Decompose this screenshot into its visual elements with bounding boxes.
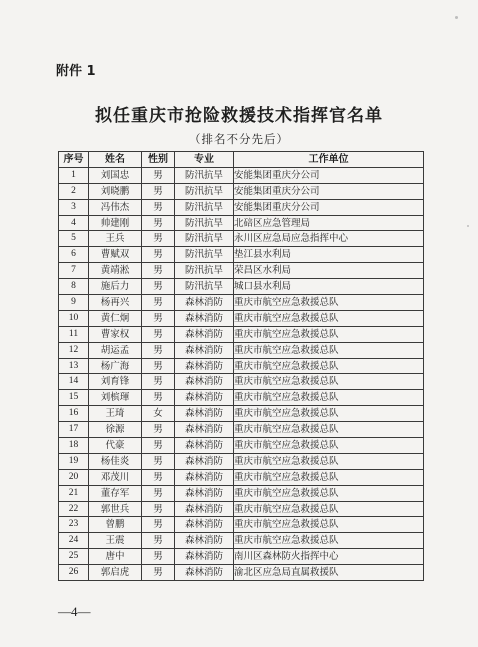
row-number: 3 xyxy=(59,199,89,215)
row-number: 11 xyxy=(59,326,89,342)
table-row xyxy=(59,438,424,454)
row-number: 14 xyxy=(59,374,89,390)
gender: 男 xyxy=(142,390,175,406)
work-unit: 重庆市航空应急救援总队 xyxy=(234,390,424,406)
table-row xyxy=(59,231,424,247)
person-name: 郭世兵 xyxy=(89,501,142,517)
row-number: 24 xyxy=(59,533,89,549)
table-row xyxy=(59,310,424,326)
table-row xyxy=(59,215,424,231)
person-name: 刘国忠 xyxy=(89,167,142,183)
specialty: 森林消防 xyxy=(175,469,234,485)
specialty: 森林消防 xyxy=(175,310,234,326)
row-number: 9 xyxy=(59,295,89,311)
person-name: 王震 xyxy=(89,533,142,549)
row-number: 4 xyxy=(59,215,89,231)
specialty: 森林消防 xyxy=(175,406,234,422)
specialty: 森林消防 xyxy=(175,390,234,406)
work-unit: 城口县水利局 xyxy=(234,279,424,295)
work-unit: 重庆市航空应急救援总队 xyxy=(234,453,424,469)
gender: 男 xyxy=(142,310,175,326)
specialty: 森林消防 xyxy=(175,295,234,311)
row-number: 25 xyxy=(59,549,89,565)
person-name: 曹家权 xyxy=(89,326,142,342)
row-number: 6 xyxy=(59,247,89,263)
gender: 男 xyxy=(142,183,175,199)
work-unit: 渝北区应急局直属救援队 xyxy=(234,565,424,581)
specialty: 森林消防 xyxy=(175,438,234,454)
gender: 男 xyxy=(142,326,175,342)
person-name: 胡运孟 xyxy=(89,342,142,358)
person-name: 杨广海 xyxy=(89,358,142,374)
page-subtitle: （排名不分先后） xyxy=(189,132,289,146)
specialty: 防汛抗旱 xyxy=(175,199,234,215)
scan-dot xyxy=(455,16,458,19)
person-name: 郭启虎 xyxy=(89,565,142,581)
row-number: 12 xyxy=(59,342,89,358)
person-name: 刘晓鹏 xyxy=(89,183,142,199)
specialty: 森林消防 xyxy=(175,485,234,501)
table-body xyxy=(59,167,424,580)
row-number: 23 xyxy=(59,517,89,533)
gender: 男 xyxy=(142,549,175,565)
person-name: 杨再兴 xyxy=(89,295,142,311)
person-name: 代豪 xyxy=(89,438,142,454)
table-row xyxy=(59,358,424,374)
specialty: 防汛抗旱 xyxy=(175,215,234,231)
person-name: 帅建刚 xyxy=(89,215,142,231)
work-unit: 重庆市航空应急救援总队 xyxy=(234,422,424,438)
attachment-label: 附件 1 xyxy=(56,64,96,79)
row-number: 10 xyxy=(59,310,89,326)
gender: 男 xyxy=(142,342,175,358)
table-row xyxy=(59,295,424,311)
specialty: 森林消防 xyxy=(175,374,234,390)
gender: 男 xyxy=(142,374,175,390)
specialty: 森林消防 xyxy=(175,533,234,549)
gender: 男 xyxy=(142,501,175,517)
gender: 男 xyxy=(142,438,175,454)
person-name: 董存军 xyxy=(89,485,142,501)
specialty: 防汛抗旱 xyxy=(175,183,234,199)
work-unit: 重庆市航空应急救援总队 xyxy=(234,406,424,422)
gender: 男 xyxy=(142,358,175,374)
work-unit: 重庆市航空应急救援总队 xyxy=(234,533,424,549)
specialty: 森林消防 xyxy=(175,422,234,438)
table-row xyxy=(59,263,424,279)
table-row xyxy=(59,183,424,199)
gender: 男 xyxy=(142,295,175,311)
person-name: 刘槟琿 xyxy=(89,390,142,406)
person-name: 曹赋双 xyxy=(89,247,142,263)
row-number: 17 xyxy=(59,422,89,438)
work-unit: 垫江县水利局 xyxy=(234,247,424,263)
row-number: 26 xyxy=(59,565,89,581)
work-unit: 重庆市航空应急救援总队 xyxy=(234,295,424,311)
specialty: 森林消防 xyxy=(175,358,234,374)
table-row xyxy=(59,501,424,517)
person-name: 曾鹏 xyxy=(89,517,142,533)
work-unit: 重庆市航空应急救援总队 xyxy=(234,469,424,485)
specialty: 森林消防 xyxy=(175,565,234,581)
person-name: 徐源 xyxy=(89,422,142,438)
person-name: 冯伟杰 xyxy=(89,199,142,215)
work-unit: 重庆市航空应急救援总队 xyxy=(234,438,424,454)
row-number: 18 xyxy=(59,438,89,454)
table-row xyxy=(59,533,424,549)
work-unit: 北碚区应急管理局 xyxy=(234,215,424,231)
row-number: 19 xyxy=(59,453,89,469)
specialty: 防汛抗旱 xyxy=(175,263,234,279)
row-number: 16 xyxy=(59,406,89,422)
row-number: 1 xyxy=(59,167,89,183)
specialty: 防汛抗旱 xyxy=(175,167,234,183)
work-unit: 重庆市航空应急救援总队 xyxy=(234,374,424,390)
header-no: 序号 xyxy=(59,152,89,168)
person-name: 唐中 xyxy=(89,549,142,565)
specialty: 森林消防 xyxy=(175,326,234,342)
table-row xyxy=(59,390,424,406)
specialty: 森林消防 xyxy=(175,501,234,517)
gender: 男 xyxy=(142,453,175,469)
gender: 男 xyxy=(142,199,175,215)
specialty: 森林消防 xyxy=(175,517,234,533)
gender: 男 xyxy=(142,279,175,295)
work-unit: 安能集团重庆分公司 xyxy=(234,199,424,215)
work-unit: 重庆市航空应急救援总队 xyxy=(234,310,424,326)
person-name: 黄仁炯 xyxy=(89,310,142,326)
header-specialty: 专业 xyxy=(175,152,234,168)
row-number: 20 xyxy=(59,469,89,485)
table-row xyxy=(59,549,424,565)
page-number: —4— xyxy=(58,604,91,619)
person-name: 王琦 xyxy=(89,406,142,422)
person-name: 刘育锋 xyxy=(89,374,142,390)
work-unit: 永川区应急局应急指挥中心 xyxy=(234,231,424,247)
header-name: 姓名 xyxy=(89,152,142,168)
specialty: 森林消防 xyxy=(175,453,234,469)
table-row xyxy=(59,517,424,533)
table-row xyxy=(59,374,424,390)
work-unit: 安能集团重庆分公司 xyxy=(234,167,424,183)
table-row xyxy=(59,485,424,501)
table-row xyxy=(59,279,424,295)
gender: 男 xyxy=(142,215,175,231)
row-number: 22 xyxy=(59,501,89,517)
work-unit: 重庆市航空应急救援总队 xyxy=(234,342,424,358)
page-title: 拟任重庆市抢险救援技术指挥官名单 xyxy=(95,106,383,126)
work-unit: 重庆市航空应急救援总队 xyxy=(234,501,424,517)
work-unit: 安能集团重庆分公司 xyxy=(234,183,424,199)
gender: 男 xyxy=(142,517,175,533)
person-name: 黄靖淞 xyxy=(89,263,142,279)
table-row xyxy=(59,406,424,422)
gender: 女 xyxy=(142,406,175,422)
person-name: 邓茂川 xyxy=(89,469,142,485)
work-unit: 南川区森林防火指挥中心 xyxy=(234,549,424,565)
person-name: 王兵 xyxy=(89,231,142,247)
row-number: 7 xyxy=(59,263,89,279)
work-unit: 重庆市航空应急救援总队 xyxy=(234,358,424,374)
row-number: 2 xyxy=(59,183,89,199)
work-unit: 重庆市航空应急救援总队 xyxy=(234,485,424,501)
gender: 男 xyxy=(142,247,175,263)
specialty: 森林消防 xyxy=(175,549,234,565)
table-row xyxy=(59,199,424,215)
scan-dot xyxy=(467,225,469,227)
specialty: 防汛抗旱 xyxy=(175,231,234,247)
gender: 男 xyxy=(142,167,175,183)
specialty: 森林消防 xyxy=(175,342,234,358)
specialty: 防汛抗旱 xyxy=(175,247,234,263)
header-gender: 性别 xyxy=(142,152,175,168)
person-name: 杨佳炎 xyxy=(89,453,142,469)
row-number: 13 xyxy=(59,358,89,374)
work-unit: 重庆市航空应急救援总队 xyxy=(234,517,424,533)
table-row xyxy=(59,422,424,438)
table-row xyxy=(59,565,424,581)
gender: 男 xyxy=(142,533,175,549)
row-number: 15 xyxy=(59,390,89,406)
gender: 男 xyxy=(142,469,175,485)
row-number: 5 xyxy=(59,231,89,247)
specialty: 防汛抗旱 xyxy=(175,279,234,295)
table-header-row xyxy=(59,152,424,168)
table-row xyxy=(59,326,424,342)
table-row xyxy=(59,247,424,263)
table-row xyxy=(59,167,424,183)
gender: 男 xyxy=(142,485,175,501)
gender: 男 xyxy=(142,263,175,279)
work-unit: 荣昌区水利局 xyxy=(234,263,424,279)
work-unit: 重庆市航空应急救援总队 xyxy=(234,326,424,342)
row-number: 8 xyxy=(59,279,89,295)
gender: 男 xyxy=(142,231,175,247)
table-row xyxy=(59,342,424,358)
table-row xyxy=(59,469,424,485)
header-work-unit: 工作单位 xyxy=(234,152,424,168)
gender: 男 xyxy=(142,422,175,438)
table-row xyxy=(59,453,424,469)
gender: 男 xyxy=(142,565,175,581)
person-name: 施后力 xyxy=(89,279,142,295)
roster-table xyxy=(58,151,424,581)
row-number: 21 xyxy=(59,485,89,501)
